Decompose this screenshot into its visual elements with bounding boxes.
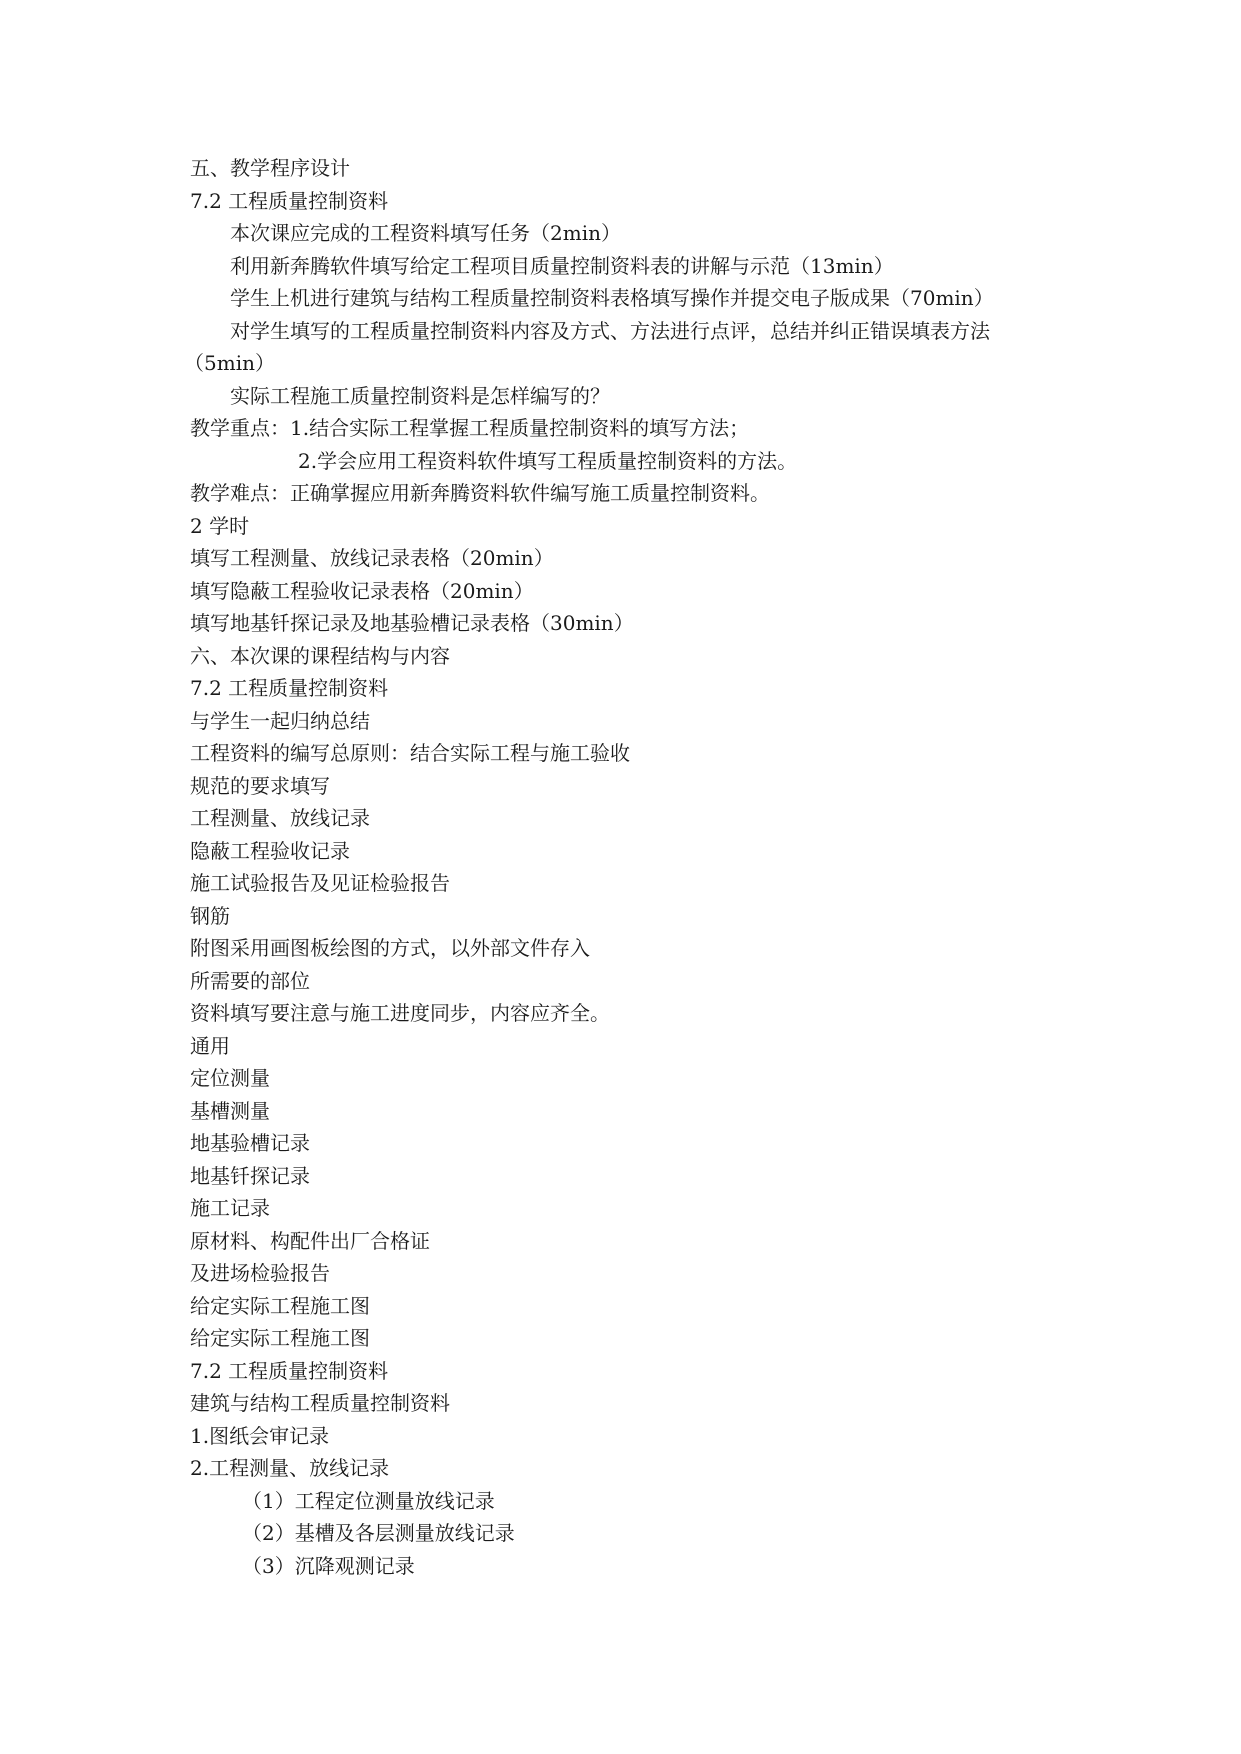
list-item: 2.工程测量、放线记录 (190, 1456, 390, 1480)
text-line: 资料填写要注意与施工进度同步，内容应齐全。 (190, 1001, 610, 1025)
text-line: 地基验槽记录 (190, 1131, 310, 1155)
text-line: 利用新奔腾软件填写给定工程项目质量控制资料表的讲解与示范（13min） (230, 253, 894, 278)
text-line: 工程资料的编写总原则：结合实际工程与施工验收 (190, 741, 630, 765)
list-item: 1.图纸会审记录 (190, 1423, 330, 1448)
text-line: 对学生填写的工程质量控制资料内容及方式、方法进行点评，总结并纠正错误填表方法 (230, 318, 990, 343)
section-heading-five: 五、教学程序设计 (190, 156, 350, 180)
text-line: 地基钎探记录 (190, 1163, 310, 1188)
text-line: 与学生一起归纳总结 (190, 708, 370, 733)
text-line: 附图采用画图板绘图的方式，以外部文件存入 (190, 936, 590, 960)
text-line: 隐蔽工程验收记录 (190, 838, 350, 863)
text-line: 填写工程测量、放线记录表格（20min） (190, 546, 554, 570)
teaching-focus-line: 教学重点：1.结合实际工程掌握工程质量控制资料的填写方法； (190, 416, 750, 440)
text-line: 原材料、构配件出厂合格证 (190, 1228, 430, 1253)
sub-list-item: （2）基槽及各层测量放线记录 (242, 1521, 515, 1545)
text-line: 学生上机进行建筑与结构工程质量控制资料表格填写操作并提交电子版成果（70min） (230, 286, 994, 310)
section-heading-six: 六、本次课的课程结构与内容 (190, 643, 450, 668)
text-line: 填写地基钎探记录及地基验槽记录表格（30min） (190, 611, 634, 635)
subsection-heading: 7.2 工程质量控制资料 (190, 188, 389, 213)
sub-list-item: （1）工程定位测量放线记录 (242, 1488, 495, 1513)
subsection-heading: 7.2 工程质量控制资料 (190, 676, 389, 700)
teaching-difficulty-line: 教学难点：正确掌握应用新奔腾资料软件编写施工质量控制资料。 (190, 481, 770, 505)
text-line: 实际工程施工质量控制资料是怎样编写的？ (230, 383, 610, 408)
teaching-focus-line: 2.学会应用工程资料软件填写工程质量控制资料的方法。 (298, 448, 798, 473)
text-line: 给定实际工程施工图 (190, 1293, 370, 1318)
sub-list-item: （3）沉降观测记录 (242, 1553, 415, 1578)
text-line: 施工记录 (190, 1196, 270, 1220)
text-line: 钢筋 (190, 903, 230, 928)
text-line: 及进场检验报告 (190, 1261, 330, 1285)
document-body (184, 152, 1070, 1582)
text-line: 通用 (190, 1033, 230, 1058)
text-line: 规范的要求填写 (190, 773, 330, 798)
text-line: 填写隐蔽工程验收记录表格（20min） (190, 578, 534, 603)
text-line: （5min） (184, 351, 275, 375)
text-line: 给定实际工程施工图 (190, 1326, 370, 1350)
text-line: 基槽测量 (190, 1098, 270, 1123)
text-line: 2 学时 (190, 513, 250, 538)
text-line: 工程测量、放线记录 (190, 806, 370, 830)
subsection-heading: 7.2 工程质量控制资料 (190, 1358, 389, 1383)
text-line: 本次课应完成的工程资料填写任务（2min） (230, 221, 621, 245)
text-line: 所需要的部位 (190, 968, 310, 993)
text-line: 建筑与结构工程质量控制资料 (190, 1391, 450, 1415)
text-line: 定位测量 (190, 1066, 270, 1090)
text-line: 施工试验报告及见证检验报告 (190, 871, 450, 895)
